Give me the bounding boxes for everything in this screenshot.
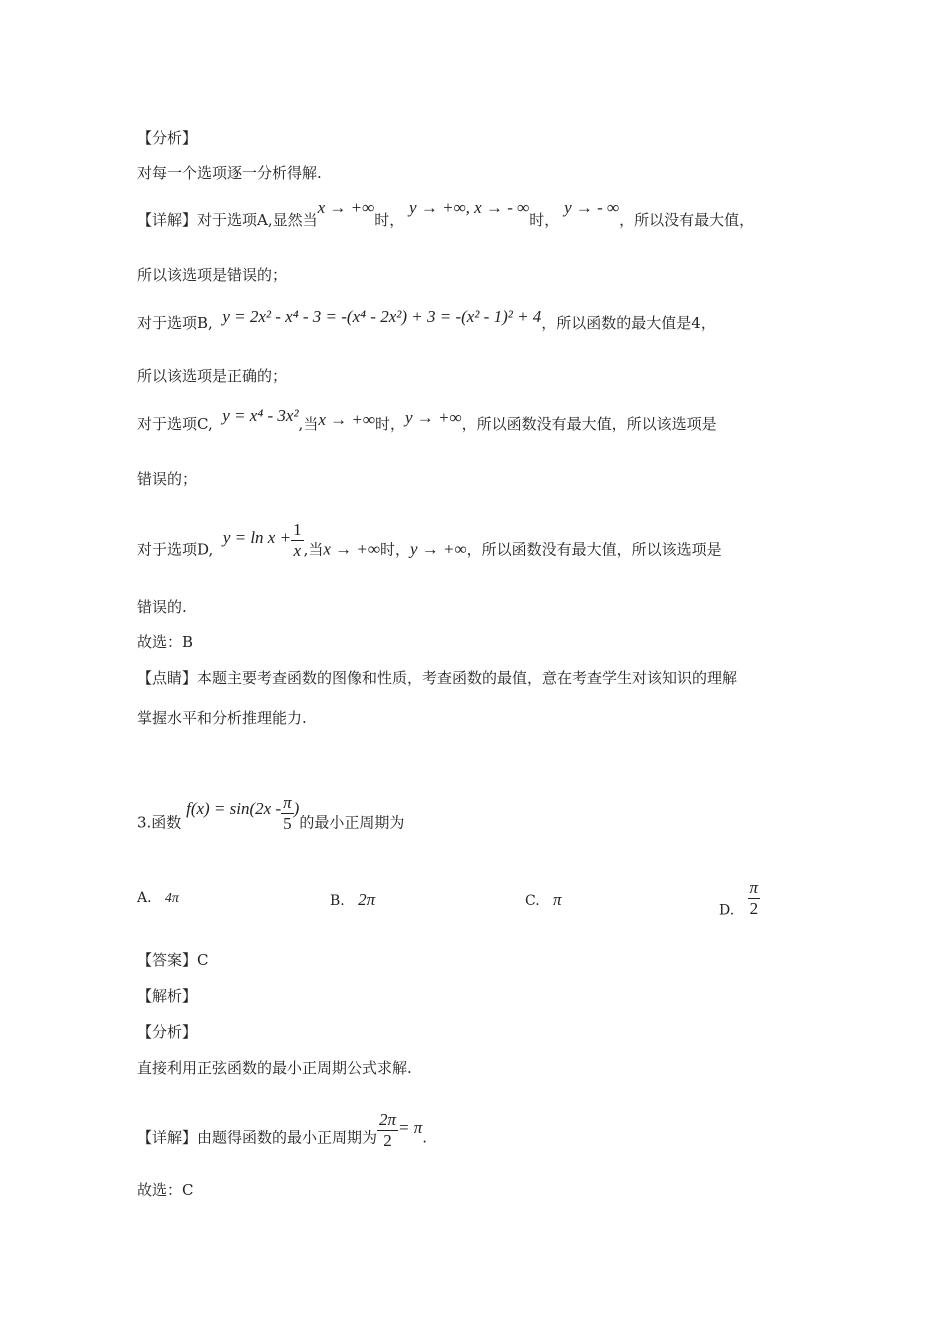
math-x-to-inf-d: x → +∞ (323, 539, 380, 559)
comment-text-line2: 掌握水平和分析推理能力. (137, 709, 307, 727)
detail-prefix-q3: 【详解】由题得函数的最小正周期为 (137, 1128, 378, 1147)
fraction-numerator: 2π (379, 1110, 397, 1129)
option-d-prefix: 对于选项D, (137, 540, 214, 559)
option-d-line (137, 520, 722, 571)
option-b-prefix: 对于选项B, (137, 314, 213, 332)
option-c-line2: 错误的； (137, 470, 198, 488)
answer-text: 【答案】C (137, 951, 209, 969)
option-d (719, 878, 760, 931)
option-value: π (553, 890, 562, 909)
option-c-when2: 时， (374, 415, 405, 433)
question-number: 3.函数 (137, 813, 182, 832)
fraction-numerator: π (749, 878, 759, 897)
fraction-denominator: 2 (383, 1131, 392, 1150)
when-text: 时， (374, 211, 405, 229)
question-3 (137, 793, 405, 844)
detail-prefix: 【详解】对于选项A,显然当 (137, 211, 318, 229)
question-tail: 的最小正周期为 (299, 813, 405, 832)
option-label: C. (525, 893, 540, 909)
option-d-fraction (748, 878, 761, 919)
analysis-heading: 【分析】 (137, 129, 198, 147)
math-y-to-inf-d: y → +∞ (410, 539, 467, 559)
option-b-line (137, 307, 716, 333)
option-d-conclusion: ，所以函数没有最大值，所以该选项是 (466, 540, 722, 559)
option-a-conclusion: ，所以没有最大值， (619, 211, 755, 229)
option-value: 4π (164, 891, 179, 906)
option-d-when2: 时， (380, 540, 411, 559)
option-b (330, 890, 375, 910)
option-d-formula: y = ln x + (222, 527, 292, 547)
when-text-2: 时， (529, 211, 560, 229)
option-a-line2: 所以该选项是错误的； (137, 266, 288, 284)
question-formula: f(x) = sin(2x - (186, 798, 282, 818)
math-x-to-inf: x → +∞ (317, 198, 375, 217)
fraction-denominator: x (293, 541, 302, 560)
math-y-limits: y → +∞, x → - ∞ (409, 198, 530, 217)
jiexi-heading: 【解析】 (137, 987, 198, 1005)
analysis-text-q3: 直接利用正弦函数的最小正周期公式求解. (137, 1059, 412, 1077)
option-value: 2π (358, 890, 376, 909)
option-b-conclusion: ，所以函数的最大值是4， (541, 314, 716, 332)
math-x-to-inf-c: x → +∞ (318, 410, 375, 429)
question-formula-close: ) (293, 798, 300, 818)
fraction-numerator: π (283, 793, 292, 812)
option-d-when: ,当 (303, 540, 324, 559)
option-c (525, 890, 562, 910)
fraction-denominator: 5 (283, 814, 292, 833)
option-d-line2: 错误的. (137, 598, 187, 616)
option-label: A. (137, 890, 152, 906)
choice-b: 故选：B (137, 633, 194, 651)
option-c-line (137, 406, 717, 434)
option-label: B. (330, 893, 345, 909)
analysis-heading-q3: 【分析】 (137, 1023, 198, 1041)
fraction-numerator: 1 (293, 520, 302, 539)
comment-text: 【点睛】本题主要考查函数的图像和性质，考查函数的最值，意在考查学生对该知识的理解 (137, 669, 738, 687)
period-result: = π (398, 1117, 423, 1137)
option-c-prefix: 对于选项C, (137, 415, 213, 433)
choice-c: 故选：C (137, 1181, 194, 1199)
detail-option-a-line (137, 198, 755, 230)
fraction-denominator: 2 (749, 899, 759, 918)
detail-end: . (422, 1128, 428, 1147)
math-y-to-neg-inf: y → - ∞ (564, 198, 620, 217)
analysis-text: 对每一个选项逐一分析得解. (137, 164, 322, 182)
option-c-conclusion: ，所以函数没有最大值，所以该选项是 (461, 415, 717, 433)
option-c-when: ,当 (298, 415, 319, 433)
option-b-line2: 所以该选项是正确的； (137, 367, 288, 385)
option-label: D. (719, 902, 735, 919)
detail-line-q3 (137, 1110, 428, 1159)
option-a (137, 890, 179, 907)
math-y-to-inf-c: y → +∞ (404, 408, 462, 427)
question-fraction (281, 793, 294, 834)
option-c-formula: y = x⁴ - 3x² (222, 406, 299, 425)
period-fraction (377, 1110, 398, 1151)
option-b-formula: y = 2x² - x⁴ - 3 = -(x⁴ - 2x²) + 3 = -(x² - 1)² + 4 (222, 307, 542, 326)
option-d-fraction (291, 520, 304, 561)
